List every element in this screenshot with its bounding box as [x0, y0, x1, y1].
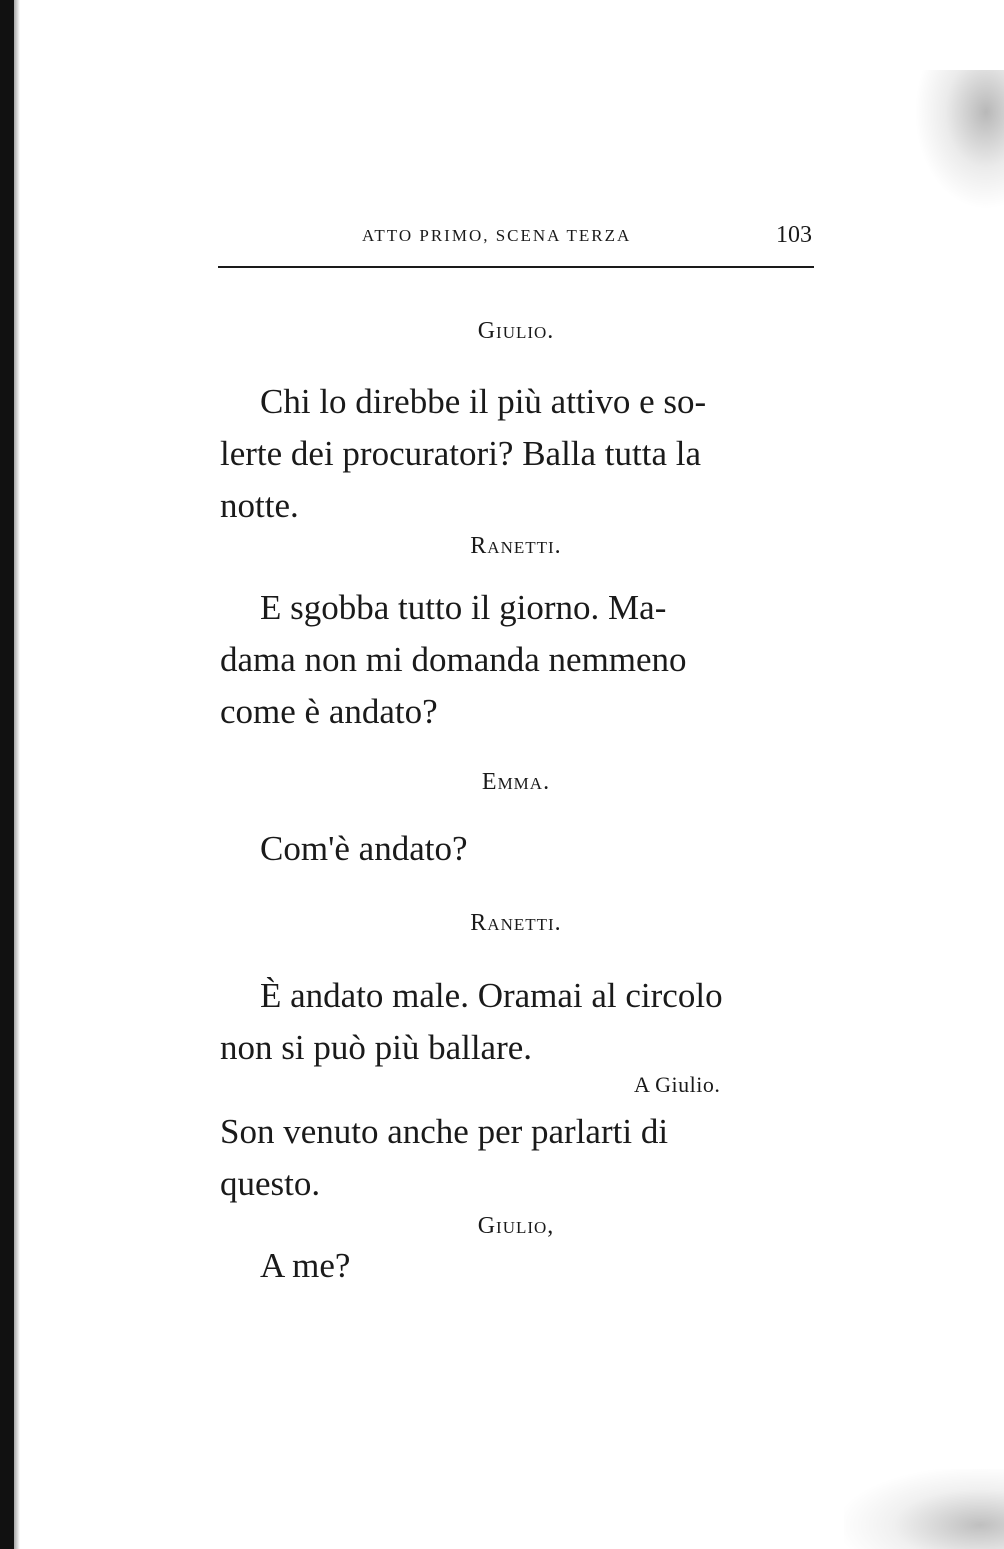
- running-head: [220, 222, 812, 254]
- speech: [220, 376, 810, 532]
- speech-line: E sgobba tutto il giorno. Ma-: [260, 588, 667, 627]
- speaker-name: Emma.: [481, 769, 551, 795]
- speech: [220, 823, 810, 875]
- speech-line: Com'è andato?: [260, 829, 468, 868]
- speaker-name: Ranetti.: [470, 533, 562, 559]
- speaker-name: Giulio,: [477, 1213, 555, 1239]
- speech-line: lerte dei procuratori? Balla tutta la: [220, 434, 702, 473]
- speech: [220, 1106, 810, 1210]
- stage-direction: A Giulio.: [634, 1072, 721, 1097]
- speech-line: dama non mi domanda nemmeno: [220, 640, 687, 679]
- paper-stain: [844, 1469, 1004, 1549]
- page-number: 103: [776, 222, 812, 248]
- speech-line: Son venuto anche per parlarti di: [220, 1112, 669, 1151]
- speech-line: È andato male. Oramai al circolo: [260, 976, 723, 1015]
- speech: [220, 970, 810, 1074]
- speech: [220, 582, 810, 738]
- paper-stain: [914, 70, 1004, 210]
- binding-edge: [0, 0, 14, 1549]
- speaker-name: Ranetti.: [470, 910, 562, 936]
- running-title: ATTO PRIMO, SCENA TERZA: [362, 226, 632, 245]
- speech-line: come è andato?: [220, 692, 438, 731]
- speaker-name: Giulio.: [477, 318, 555, 344]
- speech-line: non si può più ballare.: [220, 1028, 533, 1067]
- speech-line: Chi lo direbbe il più attivo e so-: [260, 382, 707, 421]
- speech: [220, 1240, 810, 1292]
- speech-line: questo.: [220, 1164, 321, 1203]
- speech-line: notte.: [220, 486, 299, 525]
- speech-line: A me?: [260, 1246, 351, 1285]
- header-rule: [218, 266, 814, 268]
